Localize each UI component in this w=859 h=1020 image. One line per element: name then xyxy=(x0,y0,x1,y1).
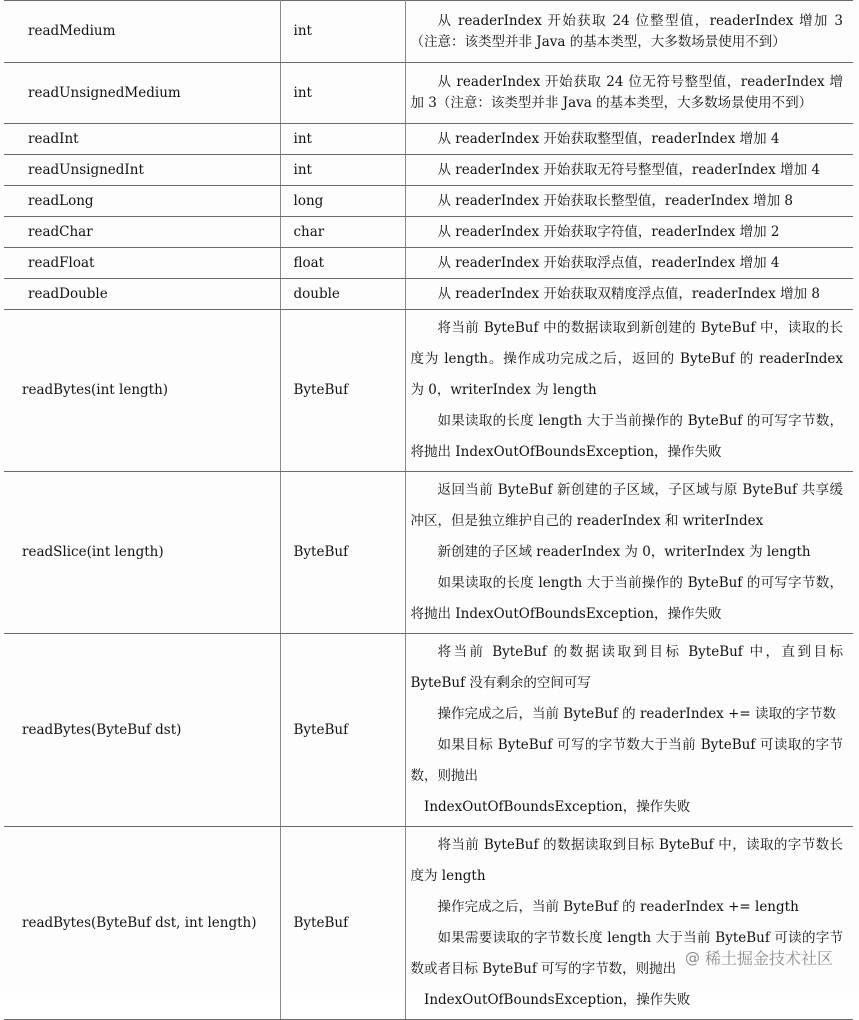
description-paragraph: 从 readerIndex 开始获取整型值，readerIndex 增加 4 xyxy=(437,130,780,147)
return-type-cell: int xyxy=(280,124,405,155)
description-cell xyxy=(405,217,853,248)
method-name-cell: readUnsignedInt xyxy=(4,155,280,186)
description-paragraph: 如果读取的长度 length 大于当前操作的 ByteBuf 的可写字节数，将抛出 IndexOutOfBoundsException，操作失败 xyxy=(410,413,843,460)
method-name-cell: readDouble xyxy=(4,279,280,310)
api-method-table xyxy=(4,0,853,1020)
table-row xyxy=(4,186,853,217)
description-paragraph: 将当前 ByteBuf 的数据读取到目标 ByteBuf 中，直到目标 ByteBuf 没有剩余的空间可写 xyxy=(410,644,843,691)
method-name-cell: readSlice(int length) xyxy=(4,472,280,634)
table-body xyxy=(4,1,853,1020)
description-paragraph: 如果目标 ByteBuf 可写的字节数大于当前 ByteBuf 可读取的字节数，则抛出 xyxy=(410,737,843,784)
description-paragraph: 将当前 ByteBuf 的数据读取到目标 ByteBuf 中，读取的字节数长度为 length xyxy=(410,837,843,884)
description-paragraph: 操作完成之后，当前 ByteBuf 的 readerIndex += 读取的字节数 xyxy=(437,706,836,722)
method-name-cell: readInt xyxy=(4,124,280,155)
description-cell xyxy=(405,472,853,634)
table-row xyxy=(4,634,853,827)
method-name-cell: readBytes(ByteBuf dst, int length) xyxy=(4,827,280,1020)
description-cell xyxy=(405,634,853,827)
description-paragraph: IndexOutOfBoundsException，操作失败 xyxy=(424,992,691,1008)
return-type-cell: double xyxy=(280,279,405,310)
description-cell xyxy=(405,124,853,155)
watermark xyxy=(685,946,833,969)
return-type-cell: int xyxy=(280,155,405,186)
description-cell xyxy=(405,186,853,217)
method-name-cell: readLong xyxy=(4,186,280,217)
description-paragraph: 新创建的子区域 readerIndex 为 0，writerIndex 为 length xyxy=(437,544,811,560)
return-type-cell: ByteBuf xyxy=(280,310,405,472)
table-row xyxy=(4,155,853,186)
return-type-cell: long xyxy=(280,186,405,217)
table-row xyxy=(4,472,853,634)
table-row xyxy=(4,1,853,63)
return-type-cell: ByteBuf xyxy=(280,634,405,827)
description-paragraph: 将当前 ByteBuf 中的数据读取到新创建的 ByteBuf 中，读取的长度为 length。操作成功完成之后，返回的 ByteBuf 的 readerIndex 为 0，writerIndex 为 length xyxy=(410,320,843,398)
description-cell xyxy=(405,63,853,124)
return-type-cell: int xyxy=(280,1,405,63)
description-cell xyxy=(405,279,853,310)
description-paragraph: 返回当前 ByteBuf 新创建的子区域，子区域与原 ByteBuf 共享缓冲区，但是独立维护自己的 readerIndex 和 writerIndex xyxy=(410,482,843,529)
method-name-cell: readFloat xyxy=(4,248,280,279)
description-paragraph: 操作完成之后，当前 ByteBuf 的 readerIndex += length xyxy=(437,899,799,915)
return-type-cell: ByteBuf xyxy=(280,472,405,634)
description-cell xyxy=(405,155,853,186)
table-row xyxy=(4,124,853,155)
table-row xyxy=(4,827,853,1020)
description-paragraph: 从 readerIndex 开始获取浮点值，readerIndex 增加 4 xyxy=(437,254,780,271)
method-name-cell: readUnsignedMedium xyxy=(4,63,280,124)
description-paragraph: 从 readerIndex 开始获取无符号整型值，readerIndex 增加 4 xyxy=(437,161,820,178)
method-name-cell: readBytes(int length) xyxy=(4,310,280,472)
return-type-cell: int xyxy=(280,63,405,124)
method-name-cell: readChar xyxy=(4,217,280,248)
watermark-at: @ xyxy=(684,948,700,967)
return-type-cell: float xyxy=(280,248,405,279)
description-paragraph: 从 readerIndex 开始获取 24 位无符号整型值，readerIndex 增加 3（注意：该类型并非 Java 的基本类型，大多数场景使用不到） xyxy=(410,74,843,111)
description-cell xyxy=(405,248,853,279)
table-row xyxy=(4,248,853,279)
description-paragraph: 从 readerIndex 开始获取 24 位整型值，readerIndex 增加 3（注意：该类型并非 Java 的基本类型，大多数场景使用不到） xyxy=(410,12,843,50)
description-paragraph: 从 readerIndex 开始获取字符值，readerIndex 增加 2 xyxy=(437,223,780,240)
description-paragraph: 从 readerIndex 开始获取长整型值，readerIndex 增加 8 xyxy=(437,192,793,209)
table-row xyxy=(4,310,853,472)
watermark-text: 稀土掘金技术社区 xyxy=(704,949,833,968)
method-name-cell: readBytes(ByteBuf dst) xyxy=(4,634,280,827)
description-paragraph: 如果读取的长度 length 大于当前操作的 ByteBuf 的可写字节数，将抛出 IndexOutOfBoundsException，操作失败 xyxy=(410,575,843,622)
return-type-cell: char xyxy=(280,217,405,248)
method-name-cell: readMedium xyxy=(4,1,280,63)
description-paragraph: IndexOutOfBoundsException，操作失败 xyxy=(424,799,691,815)
return-type-cell: ByteBuf xyxy=(280,827,405,1020)
table-row xyxy=(4,63,853,124)
description-paragraph: 如果需要读取的字节数长度 length 大于当前 ByteBuf 可读的字节数或者目标 ByteBuf 可写的字节数，则抛出 xyxy=(410,930,843,977)
description-paragraph: 从 readerIndex 开始获取双精度浮点值，readerIndex 增加 8 xyxy=(437,285,820,302)
description-cell xyxy=(405,1,853,63)
description-cell xyxy=(405,827,853,1020)
table-row xyxy=(4,279,853,310)
table-row xyxy=(4,217,853,248)
description-cell xyxy=(405,310,853,472)
